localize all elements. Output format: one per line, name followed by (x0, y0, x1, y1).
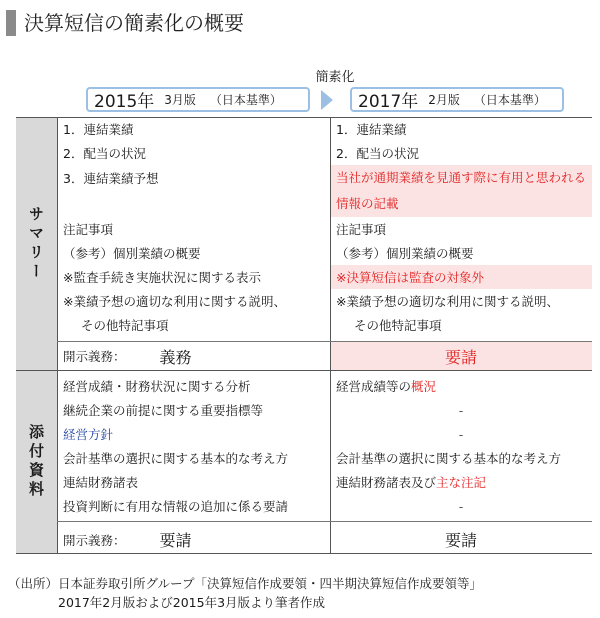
summary-old-row-6: ※監査手続き実施状況に関する表示 (63, 270, 261, 285)
summary-new-obligation: 要請 (330, 342, 592, 370)
obligation-value: 要請 (159, 531, 192, 550)
arrow-right-icon (321, 90, 333, 110)
summary-old-row-7: ※業績予想の適切な利用に関する説明、 (63, 294, 286, 309)
summary-section-label: サマリー (16, 117, 57, 370)
summary-new-row-3: 当社が通期業績を見通す際に有用と思われる情報の記載 (330, 165, 592, 217)
summary-new-row-7-cont: その他特記事項 (354, 318, 442, 333)
summary-old-row-2: 2．配当の状況 (63, 146, 146, 161)
attach-new-row-4: 会計基準の選択に関する基本的な考え方 (336, 451, 562, 466)
table-divider (57, 117, 58, 554)
edition-2015-box (86, 87, 310, 112)
summary-new-row-1: 1．連結業績 (336, 122, 407, 137)
summary-old-row-1: 1．連結業績 (63, 122, 134, 137)
attach-new-row-6: - (458, 498, 464, 514)
summary-old-row-3: 3．連結業績予想 (63, 171, 159, 186)
simplify-label: 簡素化 (315, 70, 355, 85)
attach-new-row-1-highlight: 概況 (411, 379, 437, 394)
edition-2015-year: 2015年 (94, 92, 155, 112)
attach-old-row-2: 継続企業の前提に関する重要指標等 (63, 403, 264, 418)
attach-new-obligation: 要請 (444, 531, 477, 550)
source-line-1: （出所）日本証券取引所グループ「決算短信作成要領・四半期決算短信作成要領等」 (8, 576, 483, 591)
summary-old-row-4: 注記事項 (63, 222, 114, 237)
table-divider (57, 521, 592, 522)
attach-old-row-6: 投資判断に有用な情報の追加に係る要請 (63, 499, 289, 514)
summary-old-row-5: （参考）個別業績の概要 (63, 246, 201, 261)
summary-old-row-7-cont: その他特記事項 (81, 318, 169, 333)
edition-2017-box (350, 87, 564, 112)
attach-old-row-5: 連結財務諸表 (63, 475, 139, 490)
edition-2017-year: 2017年 (358, 92, 419, 112)
summary-old-obligation (57, 342, 330, 370)
attach-new-row-5-highlight: 主な注記 (436, 475, 487, 490)
attach-old-obligation (57, 525, 330, 554)
source-line-2: 2017年2月版および2015年3月版より筆者作成 (58, 595, 326, 610)
table-divider (330, 117, 331, 554)
attach-new-row-5 (330, 470, 592, 494)
attach-new-row-1 (330, 374, 592, 398)
comparison-table (16, 117, 592, 554)
attach-new-row-1-text: 経営成績等の (336, 379, 412, 394)
edition-2015-month: 3月版 (164, 93, 196, 107)
source-note (8, 574, 482, 612)
obligation-label: 開示義務： (63, 349, 126, 364)
attachment-section-label: 添付資料 (16, 370, 57, 554)
edition-2017-month: 2月版 (428, 93, 460, 107)
attach-old-row-3: 経営方針 (63, 427, 114, 442)
summary-new-row-2: 2．配当の状況 (336, 146, 419, 161)
attach-new-row-2: - (458, 402, 464, 418)
edition-2015-basis: （日本基準） (209, 93, 282, 107)
section-divider (16, 370, 592, 371)
summary-new-row-4: 注記事項 (336, 222, 387, 237)
title-bar-marker (6, 10, 16, 36)
table-border-bottom (16, 553, 592, 554)
summary-new-row-5: （参考）個別業績の概要 (336, 246, 474, 261)
attach-new-row-5-text: 連結財務諸表及び (336, 475, 437, 490)
attach-old-row-1: 経営成績・財務状況に関する分析 (63, 379, 251, 394)
table-border-top (16, 117, 592, 118)
attach-new-row-3: - (458, 426, 464, 442)
obligation-label: 開示義務： (63, 532, 126, 548)
obligation-value: 義務 (159, 347, 192, 367)
edition-2017-basis: （日本基準） (473, 93, 546, 107)
summary-new-row-6: ※決算短信は監査の対象外 (330, 265, 592, 289)
summary-new-row-7: ※業績予想の適切な利用に関する説明、 (336, 294, 559, 309)
page-title: 決算短信の簡素化の概要 (24, 11, 244, 35)
attach-old-row-4: 会計基準の選択に関する基本的な考え方 (63, 451, 289, 466)
table-divider (57, 341, 592, 342)
